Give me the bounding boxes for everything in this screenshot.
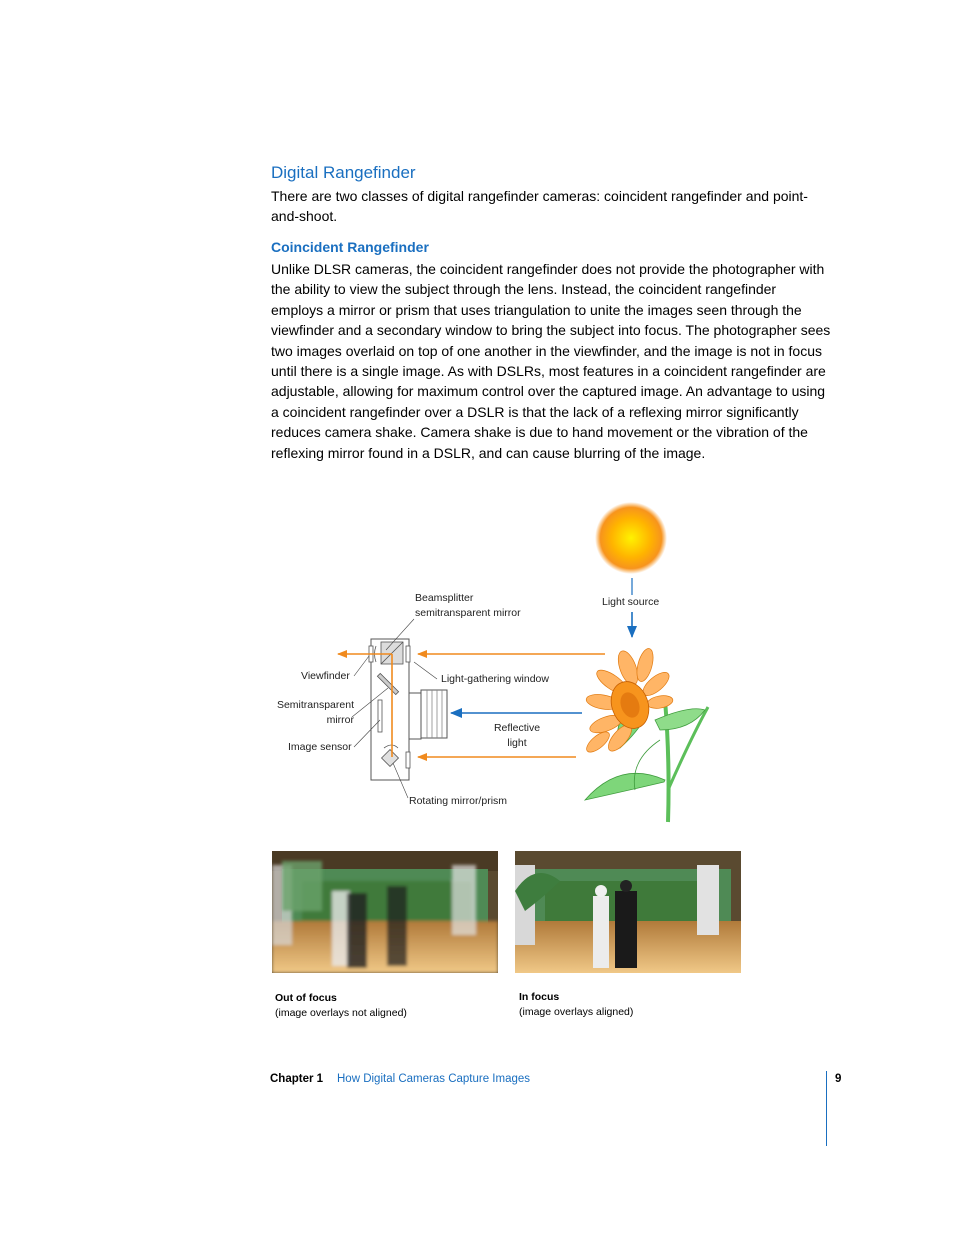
reflective-label-line1: Reflective: [493, 722, 541, 734]
footer-chapter-title: How Digital Cameras Capture Images: [337, 1073, 531, 1085]
caption-out-of-focus: [275, 991, 407, 1021]
photo-out-of-focus: [272, 851, 498, 973]
footer-chapter: Chapter 1: [270, 1073, 324, 1085]
reflective-label-line2: light: [507, 737, 527, 749]
section-title: Digital Rangefinder: [271, 163, 416, 182]
subsection-title: Coincident Rangefinder: [271, 239, 429, 255]
semitransparent-mirror-label: [272, 698, 354, 728]
reflective-light-label: [487, 721, 547, 751]
camera-icon: [369, 639, 447, 780]
semi-label-line2: mirror: [326, 714, 354, 726]
caption-sub: (image overlays not aligned): [275, 1007, 407, 1019]
photo-in-focus: [515, 851, 741, 973]
sun-icon: [595, 502, 667, 574]
light-source-label: Light source: [602, 596, 660, 608]
subsection-body: Unlike DLSR cameras, the coincident rangefinder does not provide the photographer with the ability to view the subject through the lens. Instead, the coincident rangefinder employs a mirror or prism that uses triangulation to unite the images seen through the viewfinder and a secondary window to bring the subject into focus. The photographer sees two images overlaid on top of one another in the viewfinder, and the image is not in focus until there is a single image. As with DSLRs, most features in a coincident rangefinder are adjustable, allowing for maximum control over the captured image. An advantage to using a coincident rangefinder over a DSLR is that the lack of a reflexing mirror significantly reduces camera shake. Camera shake is due to hand movement or the vibration of the reflexing mirror found in a DSLR, and can cause blurring of the image.: [271, 261, 831, 461]
caption-title: Out of focus: [275, 992, 337, 1004]
rotating-mirror-label: Rotating mirror/prism: [409, 795, 508, 807]
semi-label-line1: Semitransparent: [276, 699, 354, 711]
sunflower-icon: [583, 647, 708, 822]
page-number: 9: [835, 1073, 842, 1085]
beamsplitter-label: [415, 591, 521, 621]
image-sensor-label: Image sensor: [288, 741, 352, 753]
viewfinder-label: Viewfinder: [301, 670, 350, 682]
footer-divider: [826, 1071, 827, 1146]
caption-sub: (image overlays aligned): [519, 1006, 634, 1018]
beamsplitter-label-line1: Beamsplitter: [415, 592, 474, 604]
beamsplitter-label-line2: semitransparent mirror: [415, 607, 521, 619]
light-window-label: Light-gathering window: [441, 673, 549, 685]
caption-title: In focus: [519, 991, 560, 1003]
section-intro: There are two classes of digital rangefinder cameras: coincident rangefinder and point-and-shoot.: [271, 188, 808, 225]
caption-in-focus: [519, 990, 633, 1020]
